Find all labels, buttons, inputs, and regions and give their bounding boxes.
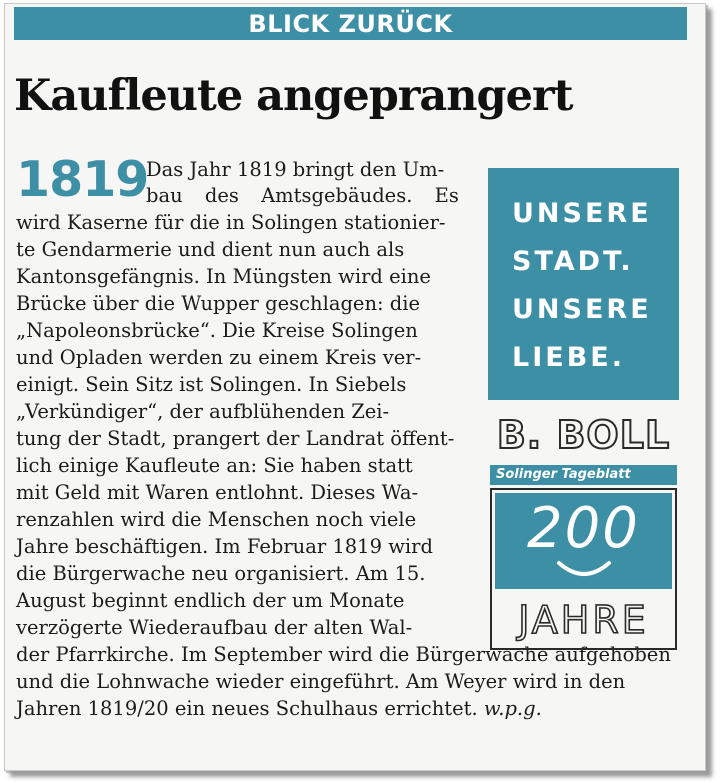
article-line: lich einige Kaufleute an: Sie haben statt — [16, 454, 413, 477]
boll-logo: B. BOLL — [496, 413, 671, 457]
anniversary-word: JAHRE — [518, 598, 649, 642]
anniversary-badge — [490, 488, 677, 650]
slogan-line: STADT. — [512, 246, 634, 277]
article-line: verzögerte Wiederaufbau der alten Wal- — [16, 616, 413, 639]
article-line: Jahre beschäftigen. Im Februar 1819 wird — [16, 535, 433, 558]
section-rubric: BLICK ZURÜCK — [248, 9, 453, 38]
smile-icon — [555, 559, 613, 581]
slogan-box — [488, 168, 679, 400]
article-line: Jahren 1819/20 ein neues Schulhaus errichtet. — [16, 697, 478, 720]
article-line: die Bürgerwache neu organisiert. Am 15. — [16, 562, 426, 585]
anniversary-number: 200 — [527, 496, 640, 561]
article-line: einigt. Sein Sitz ist Solingen. In Siebels — [16, 373, 407, 396]
article-line: mit Geld mit Waren entlohnt. Dieses Wa- — [16, 481, 419, 504]
article-line: und Opladen werden zu einem Kreis ver- — [16, 346, 422, 369]
article-line: wird Kaserne für die in Solingen stationier- — [16, 211, 446, 234]
article-line: tung der Stadt, prangert der Landrat öffent- — [16, 427, 455, 450]
anniversary-ad — [488, 168, 679, 650]
article-line: „Napoleonsbrücke“. Die Kreise Solingen — [16, 319, 418, 342]
slogan-line: LIEBE. — [512, 342, 625, 373]
article-line: te Gendarmerie und dient nun auch als — [16, 238, 405, 261]
headline: Kaufleute angeprangert — [14, 71, 573, 121]
year-initial: 1819 — [16, 151, 149, 208]
article-last-line — [16, 695, 542, 722]
anniversary-number-box — [495, 493, 672, 589]
article-line: bau des Amtsgebäudes. Es — [146, 184, 459, 207]
slogan-line: UNSERE — [512, 198, 652, 229]
article-line: und die Lohnwache wieder eingeführt. Am Weyer wird in den — [16, 670, 626, 693]
tageblatt-bar: Solinger Tageblatt — [490, 465, 677, 485]
article-line: „Verkündiger“, der aufblühenden Zei- — [16, 400, 390, 423]
author-signature: w.p.g. — [483, 697, 542, 720]
article-line: August beginnt endlich der um Monate — [16, 589, 405, 612]
slogan-line: UNSERE — [512, 294, 652, 325]
article-line: Kantonsgefängnis. In Müngsten wird eine — [16, 265, 431, 288]
section-rubric-bar — [14, 7, 687, 40]
article-line: der Pfarrkirche. Im September wird die Bürgerwache aufgehoben — [16, 643, 671, 666]
article-line: Das Jahr 1819 bringt den Um- — [146, 158, 445, 181]
article-line: Brücke über die Wupper geschlagen: die — [16, 292, 421, 315]
article-line: renzahlen wird die Menschen noch viele — [16, 508, 417, 531]
